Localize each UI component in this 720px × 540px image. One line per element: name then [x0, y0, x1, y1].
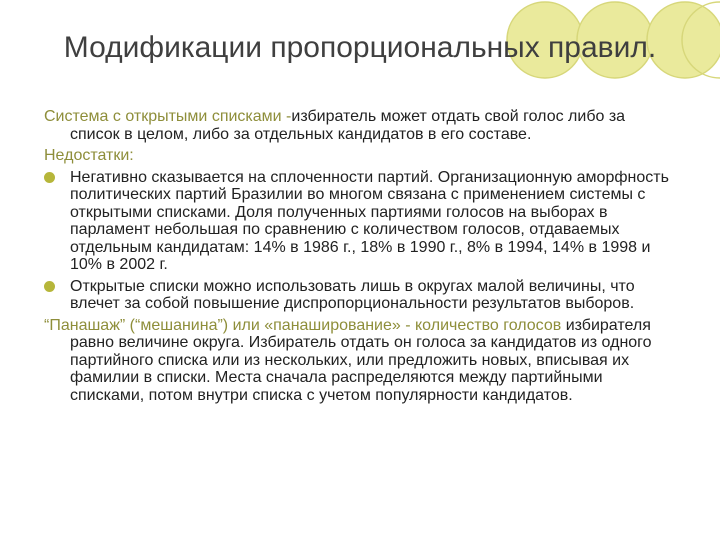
list-item	[44, 278, 674, 313]
list-item-text: Негативно сказывается на сплоченности партий. Организационную аморфность политических партий Бразилии во многом связана с применением системы с открытыми списками. Доля полученных партиями голосов на выборах в парламент небольшая по сравнению с количеством голосов, отдаваемых отдельным кандидатам: 14% в 1986 г., 18% в 1990 г., 8% в 1994, 14% в 1998 и 10% в 2002 г.	[70, 168, 669, 273]
page-title: Модификации пропорциональных правил.	[63, 31, 657, 64]
list-item	[44, 169, 674, 274]
definition-panachage: избирателя равно величине округа. Избиратель отдать он голоса за кандидатов из одного партийного списка или из нескольких, или предложить новых, вписывая их фамилии в списки. Места сначала распределяются между партийными списками, потом внутри списка с учетом популярности кандидатов.	[70, 316, 652, 404]
term-panachage: “Панашаж” (“мешанина”) или «панаширование» - количество голосов	[44, 316, 562, 334]
paragraph-open-lists	[44, 108, 674, 143]
paragraph-panachage	[44, 317, 674, 405]
bullet-icon	[44, 172, 55, 183]
definition-open-lists: избиратель может отдать свой голос либо за список в целом, либо за отдельных кандидатов в его составе.	[70, 108, 626, 143]
slide-body	[44, 108, 674, 408]
term-open-lists: Система с открытыми списками -	[44, 108, 292, 125]
list-item-text: Открытые списки можно использовать лишь в округах малой величины, что влечет за собой повышение диспропорциональности результатов выборов.	[70, 277, 635, 312]
bullet-icon	[44, 281, 55, 292]
drawbacks-heading: Недостатки:	[44, 147, 134, 164]
